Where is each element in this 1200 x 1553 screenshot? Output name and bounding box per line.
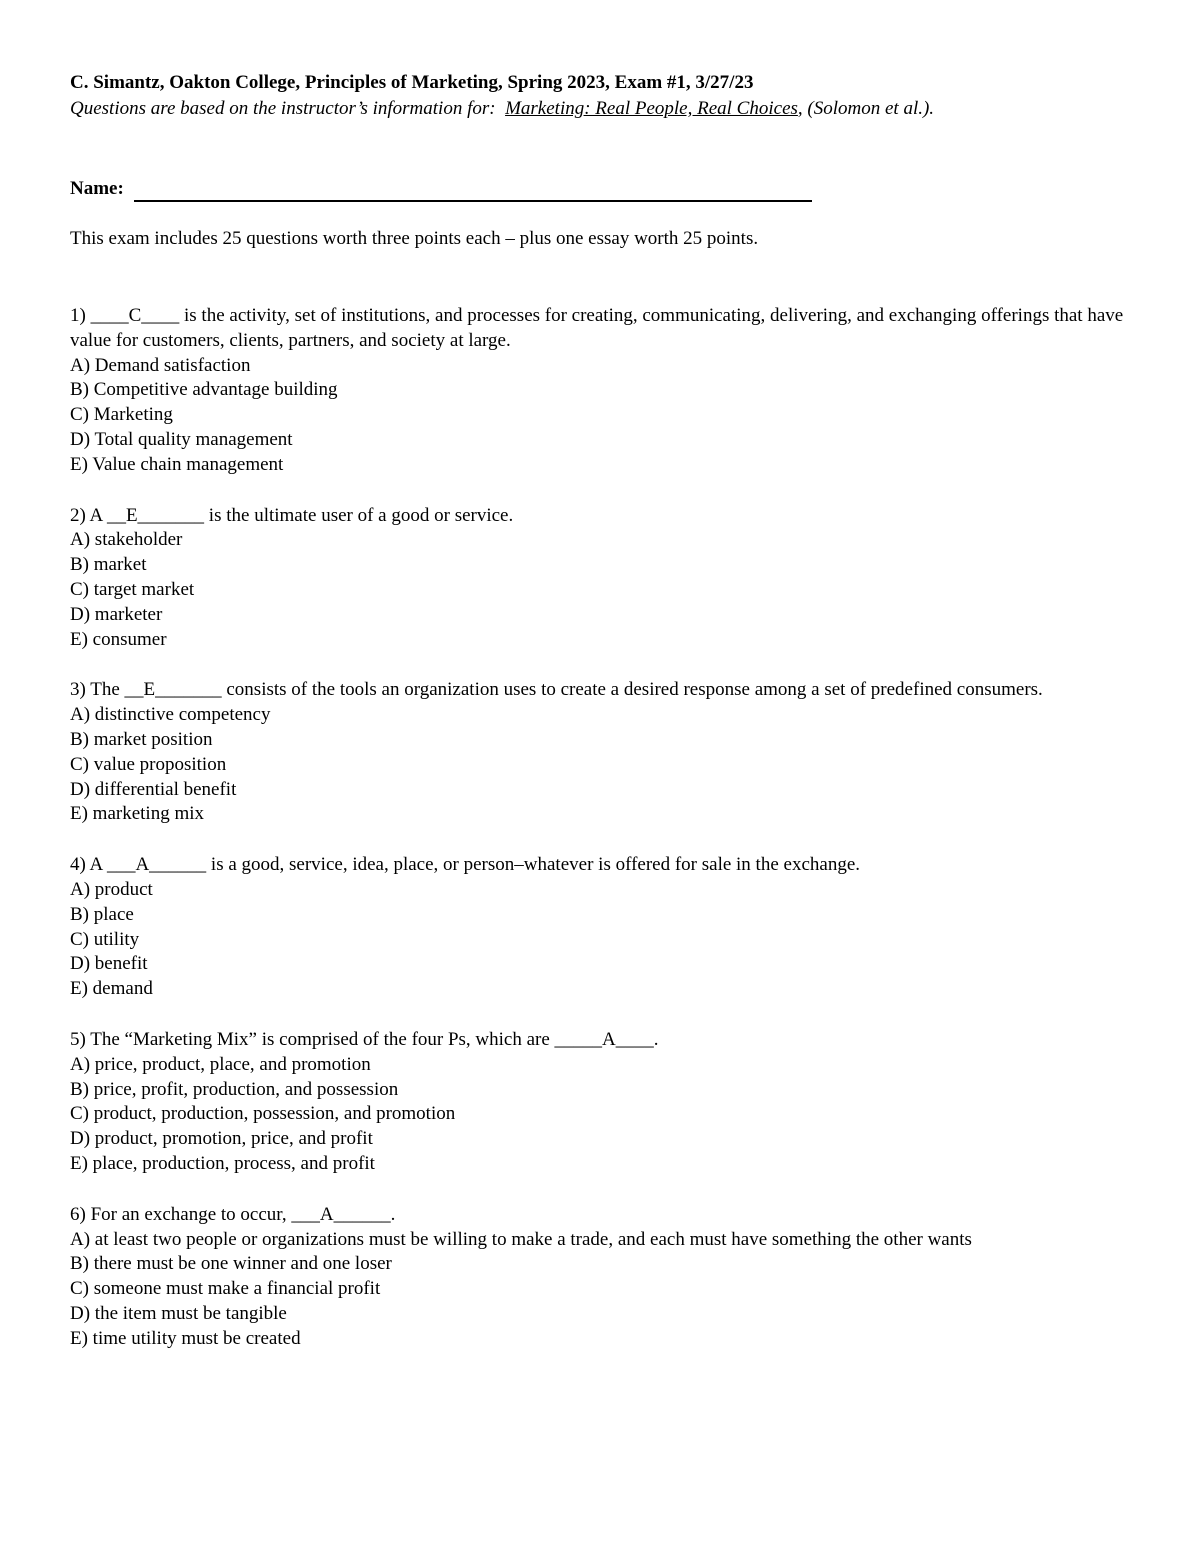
answer-option: E) Value chain management <box>70 453 284 475</box>
answer-option: D) Total quality management <box>70 428 293 450</box>
answer-option: D) differential benefit <box>70 778 237 800</box>
question-stem: 4) A ___A______ is a good, service, idea, place, or person–whatever is offered for sale in the exchange. <box>70 854 861 876</box>
question-6 <box>70 1203 1130 1352</box>
answer-option: E) time utility must be created <box>70 1327 301 1349</box>
question-5 <box>70 1028 1130 1177</box>
question-stem: 2) A __E_______ is the ultimate user of a good or service. <box>70 504 514 526</box>
answer-option: A) distinctive competency <box>70 704 271 726</box>
book-title: Marketing: Real People, Real Choices <box>505 98 798 119</box>
answer-option: C) value proposition <box>70 753 227 775</box>
answer-option: C) someone must make a financial profit <box>70 1278 381 1300</box>
answer-option: D) the item must be tangible <box>70 1302 287 1324</box>
question-stem: 3) The __E_______ consists of the tools an organization uses to create a desired response among a set of predefined consumers. <box>70 679 1043 701</box>
subtitle-suffix: , (Solomon et al.). <box>797 98 935 119</box>
answer-option: D) product, promotion, price, and profit <box>70 1128 373 1150</box>
answer-option: C) utility <box>70 928 140 950</box>
answer-option: D) benefit <box>70 953 148 975</box>
exam-page <box>70 70 1130 1351</box>
question-2 <box>70 504 1130 653</box>
answer-option: E) place, production, process, and profit <box>70 1152 375 1174</box>
answer-option: A) price, product, place, and promotion <box>70 1053 371 1075</box>
question-list <box>70 304 1130 1351</box>
answer-option: A) at least two people or organizations must be willing to make a trade, and each must have something the other wants <box>70 1228 972 1250</box>
answer-option: C) Marketing <box>70 404 173 426</box>
answer-option: E) marketing mix <box>70 803 205 825</box>
answer-option: E) consumer <box>70 628 167 650</box>
answer-option: B) Competitive advantage building <box>70 379 338 401</box>
answer-option: A) stakeholder <box>70 529 183 551</box>
answer-option: B) market <box>70 554 147 576</box>
question-stem: 1) ____C____ is the activity, set of institutions, and processes for creating, communicating, delivering, and exchanging offerings that have value for customers, clients, partners, and society at large. <box>70 305 1124 351</box>
exam-subtitle <box>70 96 1130 122</box>
answer-option: B) place <box>70 903 134 925</box>
answer-option: C) product, production, possession, and promotion <box>70 1103 456 1125</box>
subtitle-prefix: Questions are based on the instructor’s information for: <box>70 98 506 119</box>
answer-option: A) product <box>70 878 153 900</box>
answer-option: B) price, profit, production, and possession <box>70 1078 399 1100</box>
exam-header-title: C. Simantz, Oakton College, Principles of Marketing, Spring 2023, Exam #1, 3/27/23 <box>70 72 754 93</box>
question-stem: 6) For an exchange to occur, ___A______. <box>70 1203 396 1225</box>
question-4 <box>70 853 1130 1002</box>
name-blank-line[interactable] <box>134 182 812 202</box>
name-label: Name: <box>70 178 124 200</box>
answer-option: D) marketer <box>70 603 163 625</box>
answer-option: C) target market <box>70 578 195 600</box>
question-stem: 5) The “Marketing Mix” is comprised of the four Ps, which are _____A____. <box>70 1028 659 1050</box>
answer-option: E) demand <box>70 978 153 1000</box>
question-1 <box>70 304 1130 478</box>
name-field-row <box>70 176 1130 202</box>
answer-option: A) Demand satisfaction <box>70 354 251 376</box>
exam-instructions: This exam includes 25 questions worth three points each – plus one essay worth 25 points. <box>70 228 759 249</box>
answer-option: B) market position <box>70 728 213 750</box>
answer-option: B) there must be one winner and one loser <box>70 1253 392 1275</box>
question-3 <box>70 678 1130 827</box>
